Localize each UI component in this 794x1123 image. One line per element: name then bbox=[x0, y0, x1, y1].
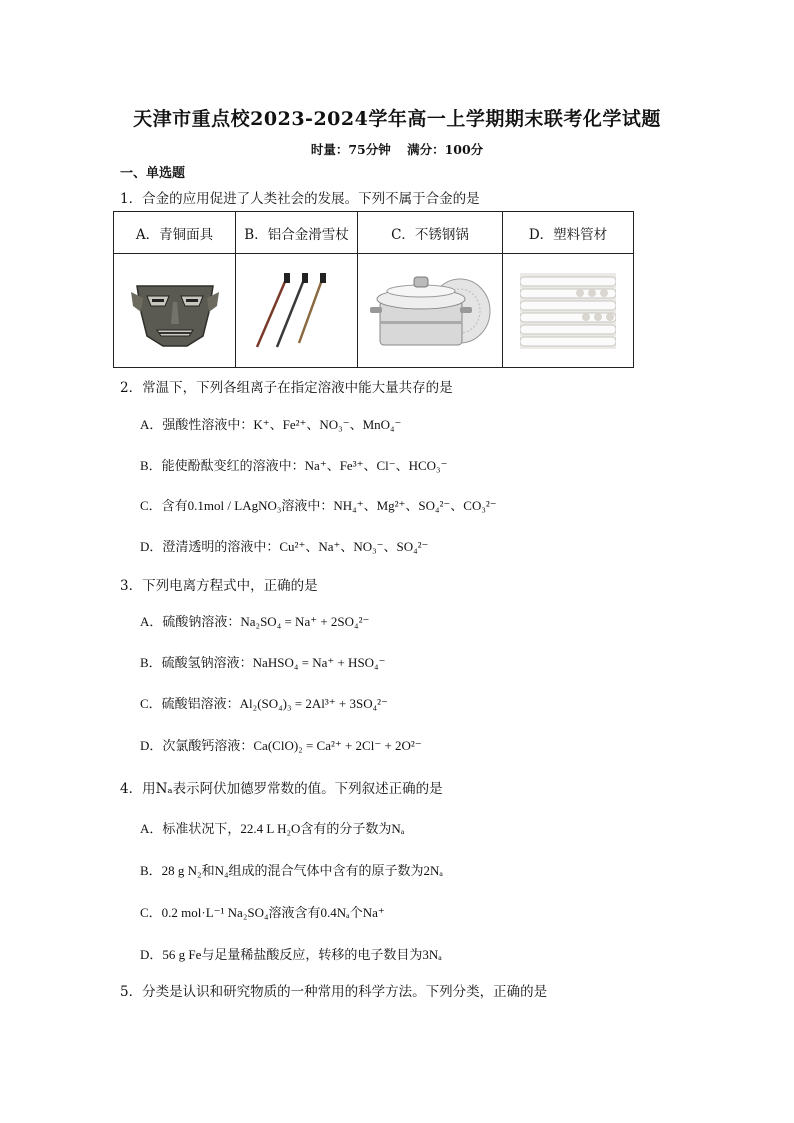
option-b-header: B．铝合金滑雪杖 bbox=[236, 212, 358, 254]
option-a-header: A．青铜面具 bbox=[114, 212, 236, 254]
page-title: 天津市重点校2023-2024学年高一上学期期末联考化学试题 bbox=[133, 108, 661, 130]
question-4-option-d: D．56 g Fe与足量稀盐酸反应，转移的电子数目为3Nₐ bbox=[140, 947, 442, 962]
question-4-option-c: C．0.2 mol·L⁻¹ Na₂SO₄溶液含有0.4Nₐ个Na⁺ bbox=[140, 905, 385, 920]
question-4-option-a: A．标准状况下，22.4 L H₂O含有的分子数为Nₐ bbox=[140, 821, 405, 836]
bronze-mask-image bbox=[114, 254, 236, 367]
option-d-header: D．塑料管材 bbox=[503, 212, 633, 254]
question-2-option-b: B．能使酚酞变红的溶液中：Na⁺、Fe³⁺、Cl⁻、HCO₃⁻ bbox=[140, 458, 448, 473]
question-3-option-a: A．硫酸钠溶液：Na₂SO₄ = Na⁺ + 2SO₄²⁻ bbox=[140, 614, 370, 629]
question-3-stem: 3．下列电离方程式中，正确的是 bbox=[120, 578, 318, 594]
section-heading: 一、单选题 bbox=[120, 166, 186, 181]
exam-info bbox=[0, 140, 794, 158]
plastic-pipes-image bbox=[503, 254, 633, 367]
question-1-table bbox=[113, 211, 634, 368]
ski-poles-image bbox=[236, 254, 358, 367]
question-3-option-b: B．硫酸氢钠溶液：NaHSO₄ = Na⁺ + HSO₄⁻ bbox=[140, 655, 386, 670]
question-5-stem: 5．分类是认识和研究物质的一种常用的科学方法。下列分类，正确的是 bbox=[120, 984, 548, 1000]
question-4-stem: 4．用Nₐ表示阿伏加德罗常数的值。下列叙述正确的是 bbox=[120, 781, 443, 797]
question-2-option-c: C．含有0.1mol / LAgNO₃溶液中：NH₄⁺、Mg²⁺、SO₄²⁻、CO₃²⁻ bbox=[140, 498, 497, 513]
question-4-option-b: B．28 g N₂和N₄组成的混合气体中含有的原子数为2Nₐ bbox=[140, 863, 443, 878]
full-score: 满分：100分 bbox=[407, 142, 484, 157]
question-2-stem: 2．常温下，下列各组离子在指定溶液中能大量共存的是 bbox=[120, 380, 453, 396]
question-2-option-d: D．澄清透明的溶液中：Cu²⁺、Na⁺、NO₃⁻、SO₄²⁻ bbox=[140, 539, 429, 554]
question-2-option-a: A．强酸性溶液中：K⁺、Fe²⁺、NO₃⁻、MnO₄⁻ bbox=[140, 417, 402, 432]
option-c-header: C．不锈钢锅 bbox=[358, 212, 503, 254]
question-1-stem: 1．合金的应用促进了人类社会的发展。下列不属于合金的是 bbox=[120, 191, 480, 207]
question-3-option-d: D．次氯酸钙溶液：Ca(ClO)₂ = Ca²⁺ + 2Cl⁻ + 2O²⁻ bbox=[140, 738, 422, 753]
steel-pot-image bbox=[358, 254, 503, 367]
time-limit: 时量：75分钟 bbox=[310, 142, 391, 157]
question-3-option-c: C．硫酸铝溶液：Al₂(SO₄)₃ = 2Al³⁺ + 3SO₄²⁻ bbox=[140, 696, 388, 711]
